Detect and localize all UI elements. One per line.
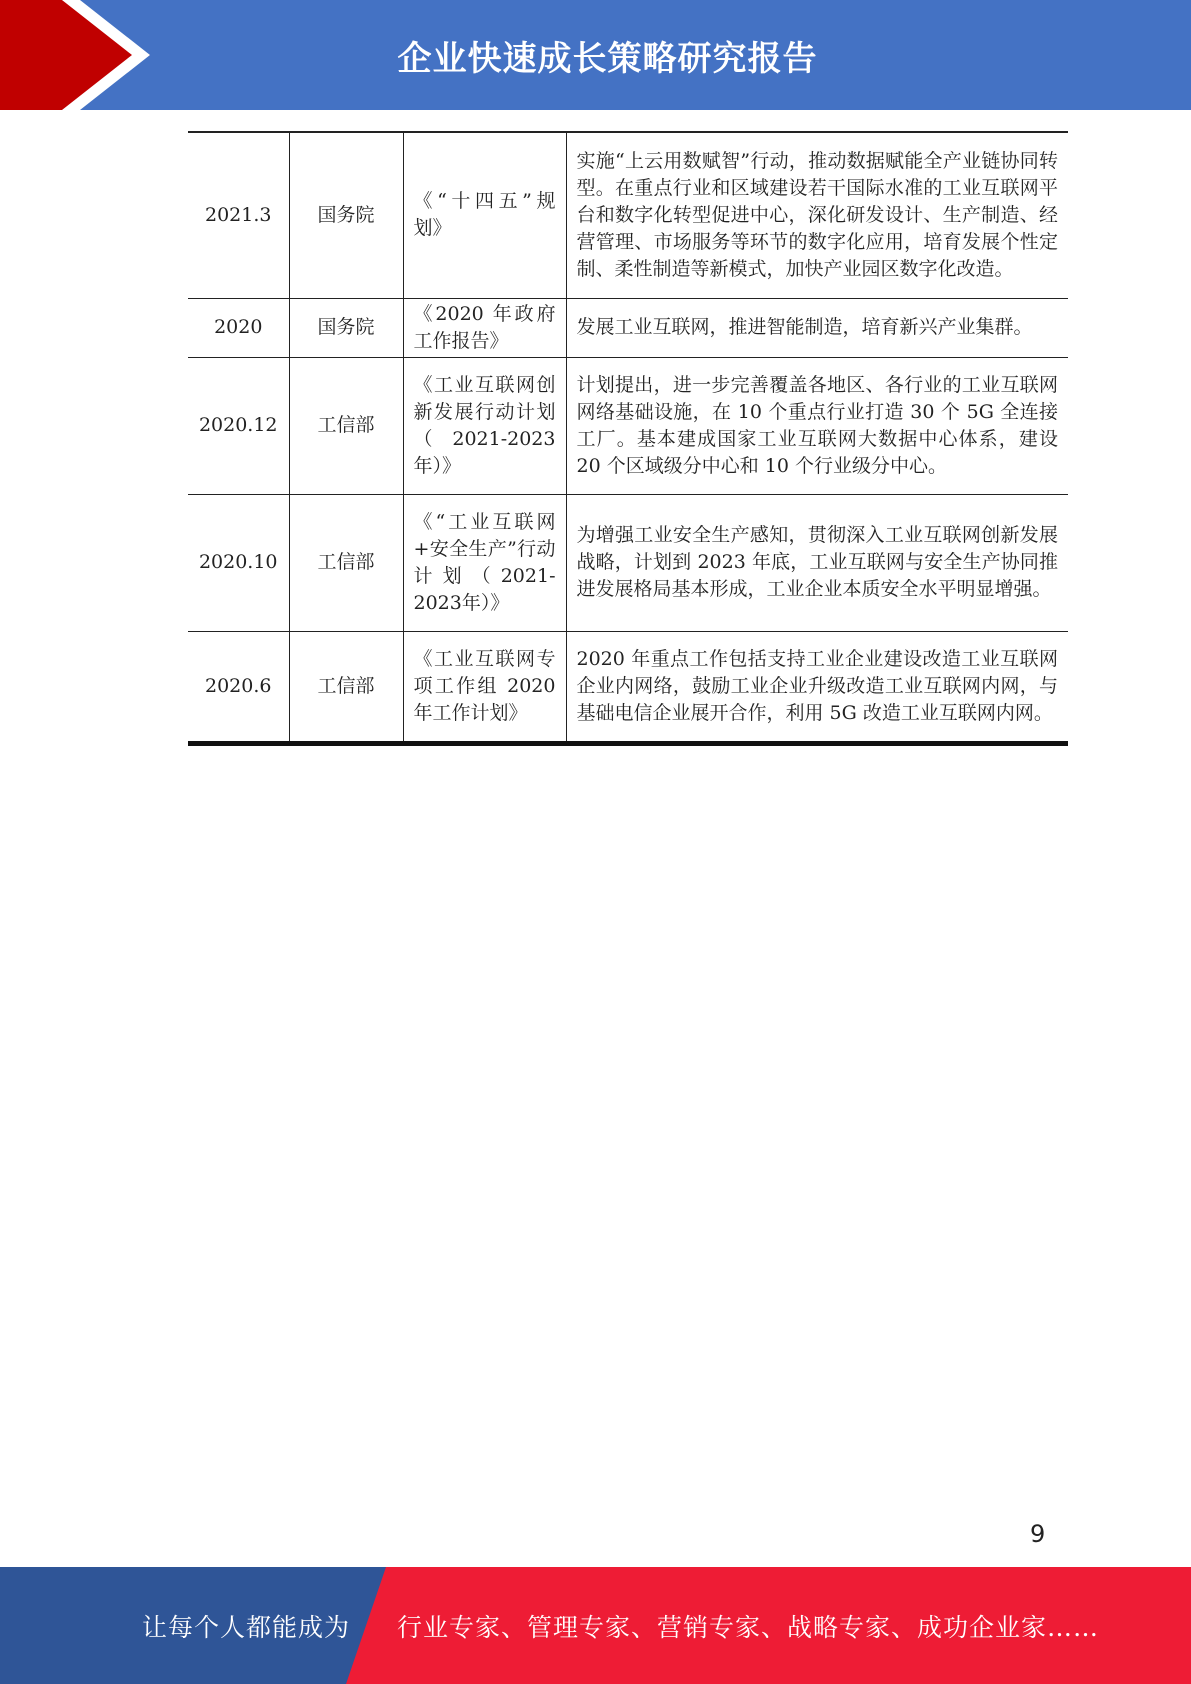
page-number: 9 <box>1030 1520 1046 1548</box>
policy-date: 2020.6 <box>188 631 289 743</box>
policy-date: 2021.3 <box>188 132 289 298</box>
policy-description: 计划提出，进一步完善覆盖各地区、各行业的工业互联网网络基础设施，在 10 个重点行业打造 30 个 5G 全连接工厂。基本建成国家工业互联网大数据中心体系，建设 20 个区域级分中心和 10 个行业级分中心。 <box>566 357 1068 494</box>
policy-document: 《工业互联网专项工作组 2020 年工作计划》 <box>403 631 566 743</box>
policy-description: 实施“上云用数赋智”行动，推动数据赋能全产业链协同转型。在重点行业和区域建设若干国际水准的工业互联网平台和数字化转型促进中心，深化研发设计、生产制造、经营管理、市场服务等环节的数字化应用，培育发展个性定制、柔性制造等新模式，加快产业园区数字化改造。 <box>566 132 1068 298</box>
policy-description: 2020 年重点工作包括支持工业企业建设改造工业互联网企业内网络，鼓励工业企业升级改造工业互联网内网，与基础电信企业展开合作，利用 5G 改造工业互联网内网。 <box>566 631 1068 743</box>
footer-slogan-left: 让每个人都能成为 <box>142 1612 351 1642</box>
page-header <box>0 0 1191 110</box>
page-footer <box>0 1567 1191 1684</box>
policy-date: 2020 <box>188 298 289 357</box>
policy-department: 国务院 <box>289 132 403 298</box>
policy-document: 《工业互联网创新发展行动计划（2021-2023年）》 <box>403 357 566 494</box>
report-title: 企业快速成长策略研究报告 <box>397 38 818 79</box>
policy-document: 《“十四五”规划》 <box>403 132 566 298</box>
policy-description: 发展工业互联网，推进智能制造，培育新兴产业集群。 <box>566 298 1068 357</box>
table-row <box>188 494 1068 631</box>
policy-department: 工信部 <box>289 631 403 743</box>
policy-department: 工信部 <box>289 357 403 494</box>
policy-date: 2020.10 <box>188 494 289 631</box>
table-row <box>188 298 1068 357</box>
policy-document: 《“工业互联网+安全生产”行动计划（2021-2023年）》 <box>403 494 566 631</box>
policy-department: 工信部 <box>289 494 403 631</box>
policy-department: 国务院 <box>289 298 403 357</box>
policy-document: 《2020 年政府工作报告》 <box>403 298 566 357</box>
table-row <box>188 631 1068 743</box>
table-row <box>188 357 1068 494</box>
policy-table <box>188 131 1068 746</box>
policy-date: 2020.12 <box>188 357 289 494</box>
table-row <box>188 132 1068 298</box>
footer-slogan-right: 行业专家、管理专家、营销专家、战略专家、成功企业家…… <box>397 1612 1100 1642</box>
policy-description: 为增强工业安全生产感知，贯彻深入工业互联网创新发展战略，计划到 2023 年底，工业互联网与安全生产协同推进发展格局基本形成，工业企业本质安全水平明显增强。 <box>566 494 1068 631</box>
